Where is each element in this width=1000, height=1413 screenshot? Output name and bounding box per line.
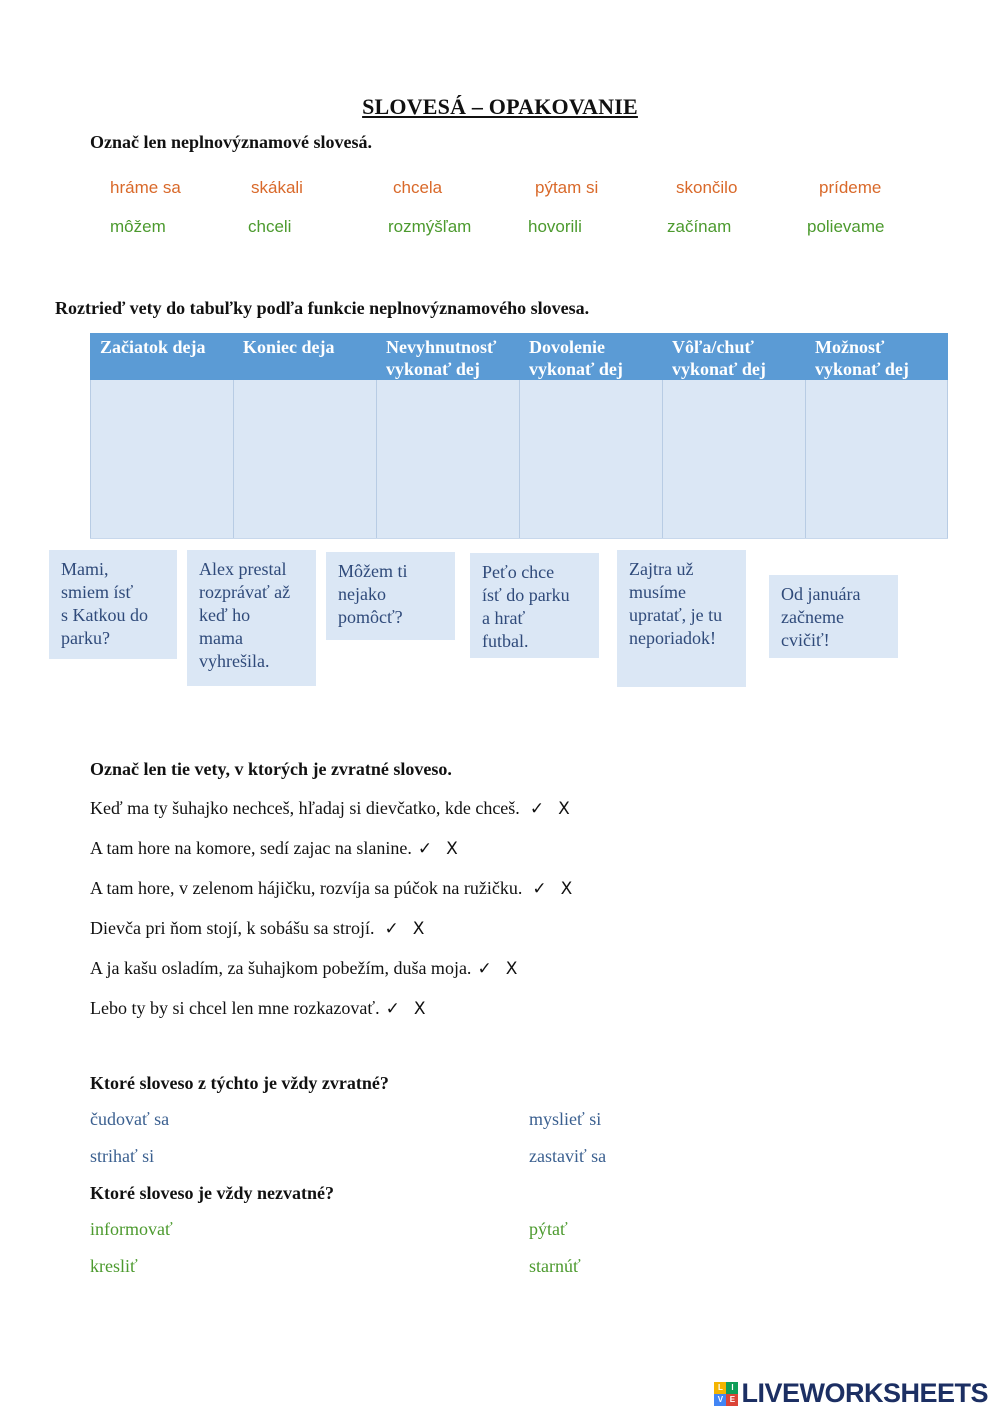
instruction-2: Roztrieď vety do tabuľky podľa funkcie neplnovýznamového slovesa. bbox=[55, 298, 590, 318]
logo-mark-icon: L I V E bbox=[714, 1382, 738, 1406]
verb-option[interactable]: môžem bbox=[110, 217, 166, 236]
question-always-reflexive: Ktoré sloveso z týchto je vždy zvratné? bbox=[90, 1073, 389, 1093]
table-header-row bbox=[90, 333, 948, 380]
sentence-card[interactable]: Môžem ti nejako pomôcť? bbox=[326, 552, 455, 640]
sentence-card[interactable]: Od januára začneme cvičiť! bbox=[769, 575, 898, 658]
answer-option[interactable]: myslieť si bbox=[529, 1109, 602, 1129]
answer-option[interactable]: zastaviť sa bbox=[529, 1146, 607, 1166]
column-header: Dovolenie vykonať dej bbox=[529, 337, 623, 379]
sentence-item: A tam hore, v zelenom hájičku, rozvíja sa púčok na ružičku. ✓ X bbox=[90, 878, 573, 899]
liveworksheets-logo bbox=[714, 1378, 988, 1409]
answer-option[interactable]: pýtať bbox=[529, 1219, 568, 1239]
check-icon[interactable]: ✓ bbox=[532, 879, 547, 899]
page-title: SLOVESÁ – OPAKOVANIE bbox=[362, 94, 638, 119]
verb-option[interactable]: prídeme bbox=[819, 178, 882, 197]
column-header: Nevyhnutnosť vykonať dej bbox=[386, 337, 497, 379]
logo-text: LIVEWORKSHEETS bbox=[741, 1378, 988, 1408]
answer-option[interactable]: strihať si bbox=[90, 1146, 155, 1166]
check-icon[interactable]: ✓ bbox=[477, 959, 492, 979]
drop-zone-dovolenie[interactable] bbox=[519, 380, 662, 538]
check-icon[interactable]: ✓ bbox=[384, 919, 399, 939]
column-header: Možnosť vykonať dej bbox=[815, 337, 909, 379]
sentence-item: A tam hore na komore, sedí zajac na slanine. ✓ X bbox=[90, 838, 458, 859]
verb-option[interactable]: skákali bbox=[251, 178, 303, 197]
cross-icon[interactable]: X bbox=[558, 799, 570, 819]
cross-icon[interactable]: X bbox=[412, 919, 425, 939]
sentence-card[interactable]: Alex prestal rozprávať až keď ho mama vyhrešila. bbox=[187, 550, 316, 686]
sentence-card[interactable]: Zajtra už musíme upratať, je tu neporiadok! bbox=[617, 550, 746, 687]
verb-option[interactable]: chceli bbox=[248, 217, 292, 236]
column-header: Koniec deja bbox=[243, 337, 335, 357]
sentence-item: A ja kašu osladím, za šuhajkom pobežím, duša moja. ✓ X bbox=[90, 958, 518, 979]
cross-icon[interactable]: X bbox=[413, 999, 426, 1019]
verb-option[interactable]: hovorili bbox=[528, 217, 582, 236]
instruction-1: Označ len neplnovýznamové slovesá. bbox=[90, 132, 372, 152]
sentence-card[interactable]: Mami, smiem ísť s Katkou do parku? bbox=[49, 550, 177, 659]
sentence-item: Lebo ty by si chcel len mne rozkazovať. ✓ X bbox=[90, 998, 426, 1019]
verb-option[interactable]: začínam bbox=[667, 217, 732, 236]
instruction-3: Označ len tie vety, v ktorých je zvratné sloveso. bbox=[90, 759, 452, 779]
table-drop-row bbox=[90, 380, 948, 539]
answer-option[interactable]: čudovať sa bbox=[90, 1109, 170, 1129]
cross-icon[interactable]: X bbox=[446, 839, 458, 859]
drop-zone-vola[interactable] bbox=[662, 380, 805, 538]
verb-option[interactable]: rozmýšľam bbox=[388, 217, 472, 236]
drop-zone-nevyhnutnost[interactable] bbox=[376, 380, 519, 538]
answer-option[interactable]: informovať bbox=[90, 1219, 173, 1239]
sorting-table bbox=[90, 333, 948, 538]
verb-option[interactable]: polievame bbox=[807, 217, 885, 236]
column-header: Začiatok deja bbox=[100, 337, 206, 357]
drop-zone-zaciatok[interactable] bbox=[90, 380, 233, 538]
verb-option[interactable]: skončilo bbox=[676, 178, 738, 197]
verb-option[interactable]: chcela bbox=[393, 178, 443, 197]
sentence-item: Dievča pri ňom stojí, k sobášu sa strojí. ✓ X bbox=[90, 918, 425, 939]
verb-option[interactable]: hráme sa bbox=[110, 178, 181, 197]
question-never-reflexive: Ktoré sloveso je vždy nezvatné? bbox=[90, 1183, 334, 1203]
drop-zone-moznost[interactable] bbox=[805, 380, 948, 538]
check-icon[interactable]: ✓ bbox=[529, 799, 545, 819]
verb-option[interactable]: pýtam si bbox=[535, 178, 599, 197]
drop-zone-koniec[interactable] bbox=[233, 380, 376, 538]
sentence-item: Keď ma ty šuhajko nechceš, hľadaj si dievčatko, kde chceš. ✓ X bbox=[90, 798, 570, 819]
check-icon[interactable]: ✓ bbox=[385, 999, 400, 1019]
column-header: Vôľa/chuť vykonať dej bbox=[672, 337, 766, 379]
answer-option[interactable]: kresliť bbox=[90, 1256, 138, 1276]
cross-icon[interactable]: X bbox=[560, 879, 573, 899]
cross-icon[interactable]: X bbox=[505, 959, 518, 979]
check-icon[interactable]: ✓ bbox=[417, 839, 433, 859]
answer-option[interactable]: starnúť bbox=[529, 1256, 581, 1276]
sentence-card[interactable]: Peťo chce ísť do parku a hrať futbal. bbox=[470, 553, 599, 658]
